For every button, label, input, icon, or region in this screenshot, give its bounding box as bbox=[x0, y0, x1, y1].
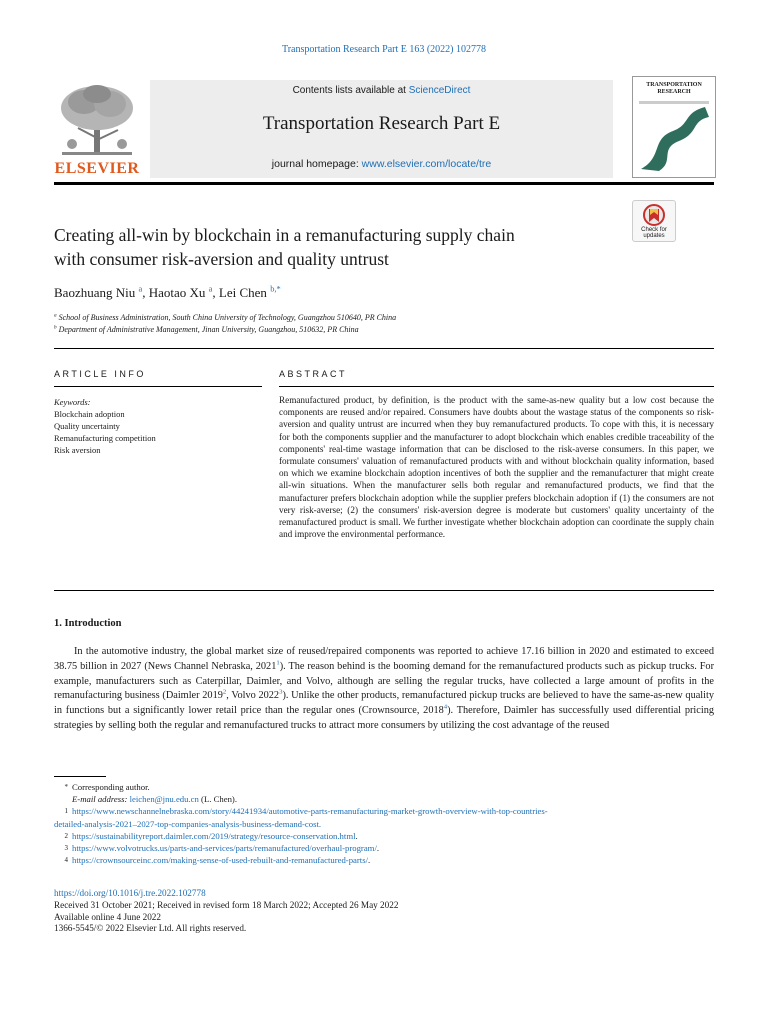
homepage-prefix: journal homepage: bbox=[271, 158, 362, 170]
check-updates-label: Check for updates bbox=[641, 227, 667, 239]
sciencedirect-link[interactable]: ScienceDirect bbox=[408, 85, 471, 96]
author-name[interactable]: Lei Chen bbox=[218, 285, 267, 300]
paper-title-line1: Creating all-win by blockchain in a remanufacturing supply chain bbox=[54, 225, 515, 245]
keywords-label: Keywords: bbox=[54, 397, 91, 407]
paper-title-line2: with consumer risk-aversion and quality untrust bbox=[54, 249, 389, 269]
elsevier-wordmark: ELSEVIER bbox=[54, 160, 140, 177]
email-link[interactable]: leichen@jnu.edu.cn bbox=[129, 794, 199, 805]
footnote-2-url[interactable]: https://sustainabilityreport.daimler.com/2019/strategy/resource-conservation.html bbox=[72, 830, 356, 841]
footnotes bbox=[54, 781, 714, 866]
homepage-line bbox=[150, 158, 613, 170]
footnote-1-url-cont[interactable]: detailed-analysis-2021–2027-top-companies-analysis-business-demand-cost. bbox=[54, 818, 322, 829]
footnote-1-url[interactable]: https://www.newschannelnebraska.com/story/44241934/automotive-parts-remanufacturing-market-growth-overview-with-top-countries- bbox=[72, 806, 548, 817]
affiliations bbox=[54, 312, 396, 336]
copyright: 1366-5545/© 2022 Elsevier Ltd. All rights reserved. bbox=[54, 923, 247, 934]
introduction-heading: 1. Introduction bbox=[54, 618, 122, 629]
received-dates: Received 31 October 2021; Received in revised form 18 March 2022; Accepted 26 May 2022 bbox=[54, 899, 399, 910]
journal-banner bbox=[150, 80, 613, 178]
article-info-rule bbox=[54, 386, 262, 387]
keywords-list bbox=[54, 396, 156, 456]
author-list: Baozhuang Niu $^a$, Haotao Xu $^a$, Lei Chen $^{b,*}$ bbox=[54, 283, 281, 300]
footnote-ref-1[interactable]: 1 bbox=[276, 659, 280, 667]
header-rule bbox=[54, 182, 714, 185]
journal-cover[interactable] bbox=[632, 76, 716, 178]
abstract-rule bbox=[279, 386, 714, 387]
elsevier-logo bbox=[54, 80, 140, 178]
footnote-4-url[interactable]: https://crownsourceinc.com/making-sense-of-used-rebuilt-and-remanufactured-parts/ bbox=[72, 855, 368, 866]
doi-link[interactable]: https://doi.org/10.1016/j.tre.2022.102778 bbox=[54, 888, 206, 898]
journal-title: Transportation Research Part E bbox=[262, 113, 501, 134]
author-name[interactable]: Haotao Xu bbox=[148, 285, 206, 300]
author-affil-mark[interactable]: a bbox=[138, 283, 143, 294]
footnote-1-cont bbox=[54, 818, 714, 830]
cover-title: TRANSPORTATION RESEARCH bbox=[646, 82, 702, 95]
footnote-ref-3[interactable]: 3 bbox=[279, 688, 283, 696]
contents-prefix: Contents lists available at bbox=[292, 85, 409, 96]
journal-citation[interactable] bbox=[0, 44, 768, 55]
elsevier-tree-icon bbox=[54, 80, 140, 158]
footnote-1: 1 https://www.newschannelnebraska.com/story/44241934/automotive-parts-remanufacturing-market-growth-overview-with-top-countries- bbox=[64, 806, 548, 817]
article-info-heading: ARTICLE INFO bbox=[54, 369, 146, 379]
author-affil-mark[interactable]: a bbox=[208, 283, 213, 294]
footnote-ref-2[interactable]: 2 bbox=[222, 688, 227, 696]
citation-link[interactable]: Transportation Research Part E 163 (2022) 102778 bbox=[281, 44, 487, 55]
abstract-heading: ABSTRACT bbox=[279, 369, 348, 379]
keyword-item: Risk aversion bbox=[54, 445, 101, 455]
paper-title bbox=[54, 223, 624, 271]
footnote-3-url[interactable]: https://www.volvotrucks.us/parts-and-services/parts/remanufactured/overhaul-program/ bbox=[72, 843, 377, 854]
cover-road-icon bbox=[633, 77, 715, 177]
available-online: Available online 4 June 2022 bbox=[54, 911, 161, 922]
footnote-rule bbox=[54, 776, 106, 777]
check-for-updates-button[interactable] bbox=[632, 200, 676, 242]
footnote-2: 2 https://sustainabilityreport.daimler.com/2019/strategy/resource-conservation.html. bbox=[64, 830, 358, 841]
affiliation-a: $^a$ School of Business Administration, South China University of Technology, Guangzhou 510640, PR China bbox=[54, 312, 397, 322]
corresponding-author-note: * Corresponding author. bbox=[64, 782, 150, 792]
affiliations-rule bbox=[54, 348, 714, 349]
footnote-4: 4 https://crownsourceinc.com/making-sense-of-used-rebuilt-and-remanufactured-parts/. bbox=[64, 855, 371, 866]
keyword-item: Quality uncertainty bbox=[54, 421, 120, 431]
footnote-3: 3 https://www.volvotrucks.us/parts-and-services/parts/remanufactured/overhaul-program/. bbox=[64, 843, 380, 854]
keyword-item: Blockchain adoption bbox=[54, 409, 125, 419]
abstract-body: Remanufactured product, by definition, is the product with the same-as-new quality but a low cost because the components are reused and/or repaired. Consumers have doubts about the wastage status of the components so risk-aversion and quality untrust are incurred when they buy remanufactured products. To cope with this, it is necessary for both the components supplier and the manufacturer to adopt blockchain which enables credible traceability of the components' real-time wastage information that can be disclosed to the risk-averse consumers. In this paper, we formulate consumers' valuation of remanufactured products with and without blockchain quality information, based on which we examine blockchain adoption incentives of both the supplier and the remanufacturer that might create all-win situations. When the manufacturer sells both regular and remanufactured products, we find that the manufacturer prefers blockchain adoption while the supplier prefers blockchain adoption if (1) the consumers are not very risk-averse; (2) the consumers' risk-aversion degree is moderate but customers' quality uncertainty of the remanufactured product is small. We further investigate whether blockchain adoption can coordinate the supply chain and improve the environmental performance. bbox=[279, 395, 714, 540]
keyword-item: Remanufacturing competition bbox=[54, 433, 156, 443]
contents-line bbox=[150, 85, 613, 96]
homepage-link[interactable]: www.elsevier.com/locate/tre bbox=[361, 158, 492, 170]
abstract-bottom-rule bbox=[54, 590, 714, 591]
email-note: E-mail address: leichen@jnu.edu.cn (L. Chen). bbox=[72, 794, 237, 805]
introduction-paragraph: In the automotive industry, the global market size of reused/repaired components was reported to achieve 17.16 billion in 2020 and estimated to exceed 38.75 billion in 2027 (News Channel Nebraska, 2021$^1$). The reason behind is the booming demand for the remanufactured products such as pickup trucks. For example, manufacturers such as Caterpillar, Daimler, and Volvo, although are selling the regular trucks, have collected a large amount of profits in the remanufacturing business (Daimler 2019$^2$, Volvo 2022$^3$). Unlike the other products, remanufactured pickup trucks are believed to have the same-as-new quality in functions but a significantly lower retail price than the regular ones (Crownsource, 2018$^4$). Therefore, Daimler has successfully used differential pricing strategies by selling both the regular and remanufactured trucks to attract more consumers by utilizing the cost advantage of the reused bbox=[54, 646, 714, 731]
publication-info bbox=[54, 888, 398, 935]
affiliation-b: $^b$ Department of Administrative Management, Jinan University, Guangzhou, 510632, PR China bbox=[54, 324, 359, 334]
footnote-ref-4[interactable]: 4 bbox=[443, 703, 448, 711]
author-name[interactable]: Baozhuang Niu bbox=[54, 285, 136, 300]
author-affil-mark[interactable]: b,* bbox=[270, 283, 281, 294]
